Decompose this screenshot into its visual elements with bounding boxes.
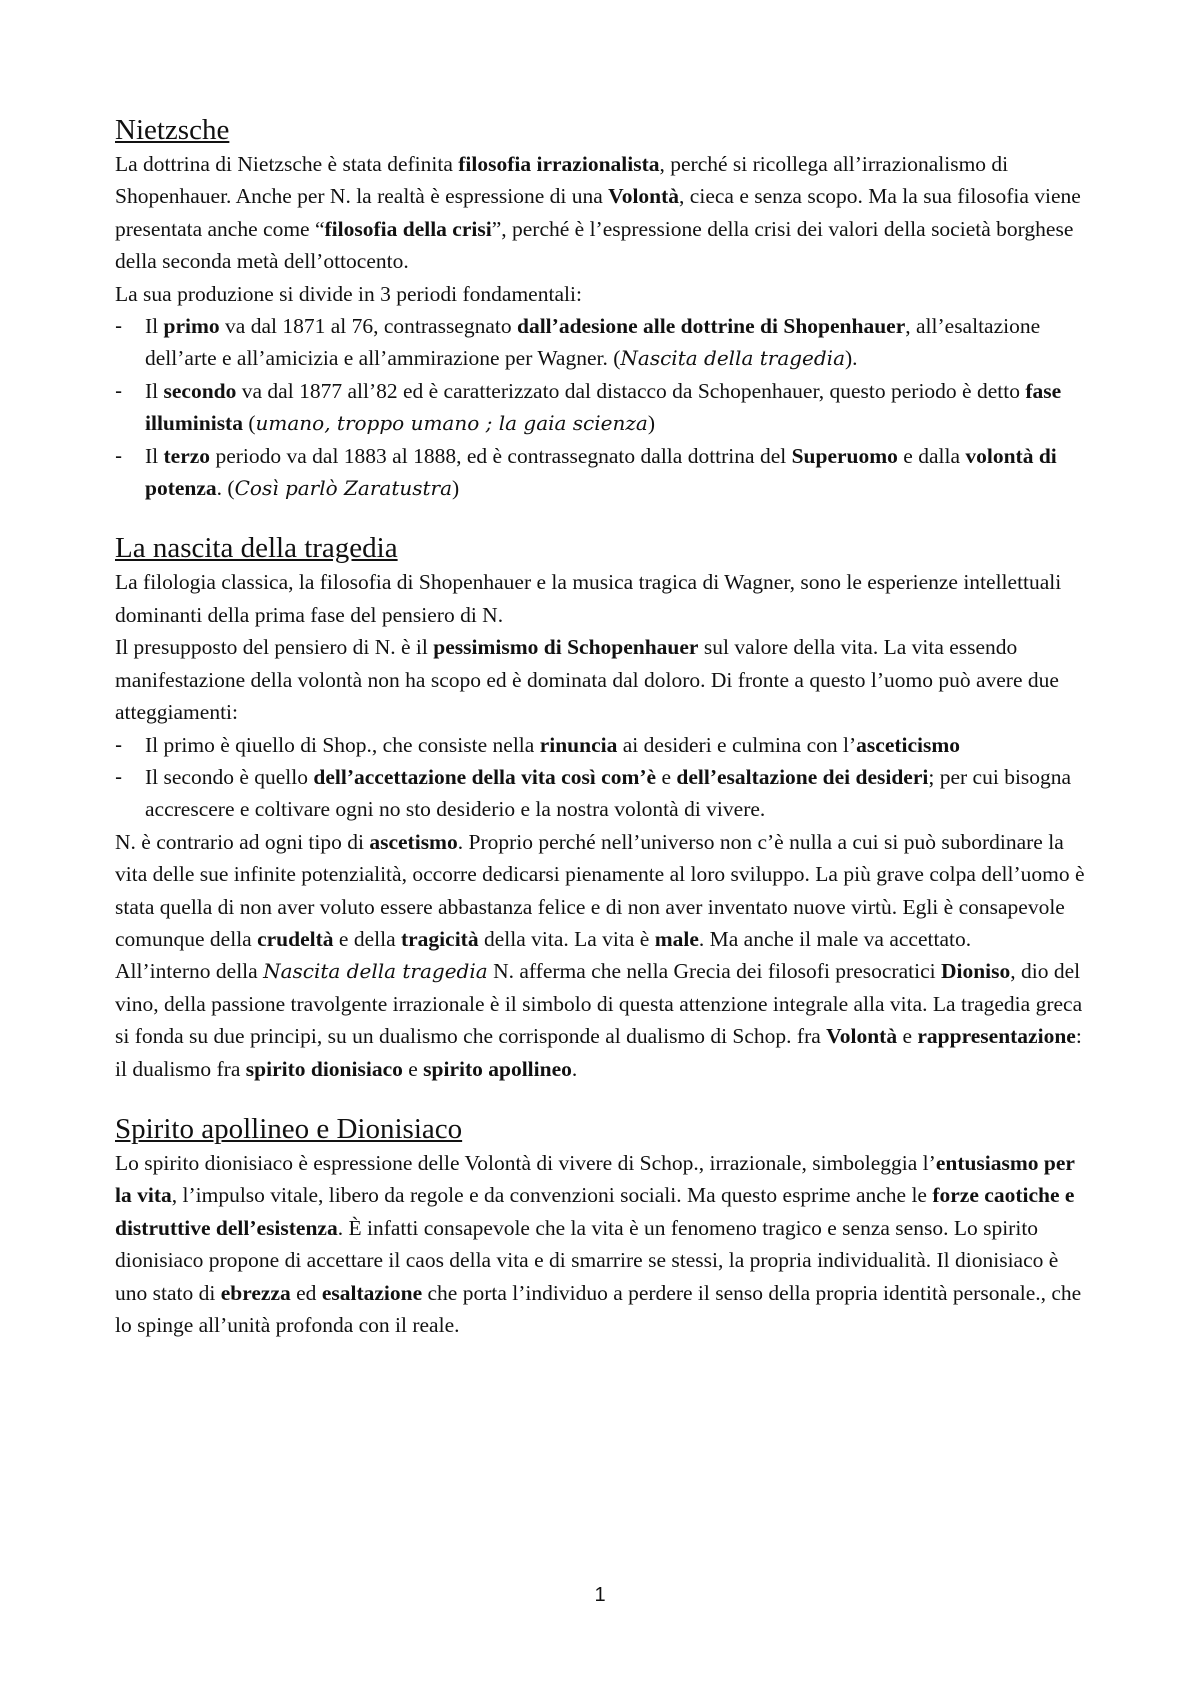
bold-text: rinuncia (539, 732, 618, 757)
italic-text: umano, troppo umano ; la gaia scienza (255, 411, 648, 436)
italic-text: Nascita della tragedia (620, 346, 846, 371)
paragraph (115, 566, 1085, 631)
paragraph (115, 1147, 1085, 1341)
text-run: La sua produzione si divide in 3 periodi fondamentali: (115, 281, 582, 306)
bold-text: spirito dionisiaco (245, 1056, 403, 1081)
bold-text: ebrezza (220, 1280, 291, 1305)
section-heading: Spirito apollineo e Dionisiaco (115, 1112, 463, 1145)
text-run: All’interno della (115, 959, 264, 984)
dash-list (115, 729, 1085, 826)
list-item (115, 375, 1085, 440)
bold-text: filosofia della crisi (324, 216, 492, 241)
text-run: e (402, 1056, 424, 1081)
bold-text: secondo (163, 378, 237, 403)
text-run: e (897, 1024, 918, 1049)
text-run: , l’impulso vitale, libero da regole e da convenzioni sociali. Ma questo esprime anche le (171, 1183, 933, 1208)
text-run: ; per cui bisogna accrescere e coltivare ogni no sto desiderio e la nostra volontà di vivere. (145, 764, 1072, 822)
text-run: ( (242, 411, 256, 436)
section (115, 112, 1085, 504)
text-run: . (571, 1056, 578, 1081)
text-run: , all’esaltazione dell’arte e all’amicizia e all’ammirazione per Wagner. ( (145, 314, 1041, 371)
section-heading: La nascita della tragedia (115, 532, 398, 565)
list-item (115, 440, 1085, 505)
bold-text: dell’esaltazione dei desideri (676, 764, 929, 789)
list-item (115, 729, 1085, 761)
bold-text: dell’accettazione della vita così com’è (313, 764, 657, 789)
text-run: , cieca e senza scopo. Ma la sua filosofia viene presentata anche come “ (115, 184, 1081, 241)
bold-text: entusiasmo per la vita (115, 1150, 1075, 1208)
text-run: ) (452, 476, 460, 501)
list-item (115, 761, 1085, 826)
bold-text: spirito apollineo (423, 1056, 572, 1081)
text-run: : il dualismo fra (115, 1024, 1082, 1081)
text-run: N. afferma che nella Grecia dei filosofi presocratici (487, 959, 941, 984)
bold-text: forze caotiche e distruttive dell’esistenza (115, 1183, 1075, 1240)
bold-text: asceticismo (856, 732, 961, 757)
text-run: e (656, 764, 677, 789)
text-run: . Ma anche il male va accettato. (698, 926, 972, 951)
text-run: Il primo è qiuello di Shop., che consiste nella (145, 732, 540, 757)
text-run: Il (145, 378, 164, 403)
paragraph (115, 955, 1085, 1085)
text-run: . Proprio perché nell’universo non c’è nulla a cui si può subordinare la vita delle sue infinite potenzialità, occorre dedicarsi pienamente al loro sviluppo. La più grave colpa dell’uomo è stata quella di non aver voluto essere abbastanza felice e di non aver inventato nuove virtù. Egli è consapevole comunque della (115, 829, 1085, 951)
italic-text: Nascita della tragedia (263, 959, 488, 984)
paragraph (115, 148, 1085, 278)
bold-text: pessimismo di Schopenhauer (433, 635, 699, 660)
text-run: che porta l’individuo a perdere il senso della propria identità personale., che lo spinge all’unità profonda con il reale. (115, 1280, 1082, 1337)
bold-text: dall’adesione alle dottrine di Shopenhauer (517, 314, 906, 339)
bold-text: volontà di potenza (145, 443, 1057, 501)
text-run: Il (145, 314, 164, 339)
italic-text: Così parlò Zaratustra (234, 476, 453, 501)
text-run: va dal 1877 all’82 ed è caratterizzato dal distacco da Schopenhauer, questo periodo è detto (236, 378, 1026, 403)
text-run: , dio del vino, della passione travolgente irrazionale è il simbolo di questa attenzione integrale alla vita. La tragedia greca si fonda su due principi, su un dualismo che corrisponde al dualismo di Schop. fra (115, 959, 1083, 1049)
bold-text: filosofia irrazionalista (458, 152, 660, 176)
dash-list (115, 310, 1085, 504)
text-run: , perché si ricollega all’irrazionalismo di Shopenhauer. Anche per N. la realtà è espressione di una (115, 152, 1009, 209)
text-run: Il secondo è quello (145, 764, 314, 789)
text-run: periodo va dal 1883 al 1888, ed è contrassegnato dalla dottrina del (210, 443, 792, 468)
text-run: sul valore della vita. La vita essendo manifestazione della volontà non ha scopo ed è dominata dal doloro. Di fronte a questo l’uomo può avere due atteggiamenti: (115, 635, 1059, 725)
bold-text: crudeltà (257, 926, 334, 951)
bold-text: fase illuminista (145, 378, 1062, 436)
text-run: va dal 1871 al 76, contrassegnato (219, 314, 517, 339)
list-item (115, 310, 1085, 375)
section (115, 1111, 1085, 1341)
text-run: ai desideri e culmina con l’ (617, 732, 857, 757)
text-run: . È infatti consapevole che la vita è un fenomeno tragico e senza senso. Lo spirito dionisiaco propone di accettare il caos della vita e di smarrire se stessi, la propria individualità. Il dionisiaco è uno stato di (115, 1215, 1059, 1305)
section (115, 530, 1085, 1085)
text-run: ”, perché è l’espressione della crisi dei valori della società borghese della seconda metà dell’ottocento. (115, 216, 1074, 274)
bold-text: Volontà (608, 184, 680, 209)
bold-text: Dioniso (940, 959, 1011, 984)
bold-text: Superuomo (791, 443, 898, 468)
text-run: N. è contrario ad ogni tipo di (115, 829, 370, 854)
text-run: e dalla (897, 443, 966, 468)
text-run: Lo spirito dionisiaco è espressione delle Volontà di vivere di Schop., irrazionale, simboleggia l’ (115, 1150, 936, 1175)
paragraph (115, 278, 1085, 310)
text-run: La filologia classica, la filosofia di Shopenhauer e la musica tragica di Wagner, sono le esperienze intellettuali dominanti della prima fase del pensiero di N. (115, 570, 1062, 627)
text-run: ). (845, 346, 858, 371)
bold-text: esaltazione (321, 1280, 423, 1305)
bold-text: rappresentazione (917, 1024, 1076, 1049)
bold-text: tragicità (400, 926, 479, 951)
section-heading: Nietzsche (115, 114, 230, 146)
page-number: 1 (594, 1584, 606, 1606)
text-run: e della (333, 926, 401, 951)
text-run: Il presupposto del pensiero di N. è il (115, 635, 434, 660)
bold-text: Volontà (826, 1024, 898, 1049)
paragraph (115, 631, 1085, 728)
document-body (115, 112, 1085, 1341)
text-run: della vita. La vita è (478, 926, 655, 951)
text-run: ) (647, 411, 656, 436)
bold-text: male (654, 926, 699, 951)
paragraph (115, 826, 1085, 956)
text-run: . ( (216, 476, 235, 501)
bold-text: ascetismo (369, 829, 458, 854)
text-run: La dottrina di Nietzsche è stata definita (115, 152, 459, 176)
bold-text: primo (163, 314, 220, 339)
text-run: Il (145, 443, 164, 468)
bold-text: terzo (163, 443, 211, 468)
text-run: ed (290, 1280, 322, 1305)
